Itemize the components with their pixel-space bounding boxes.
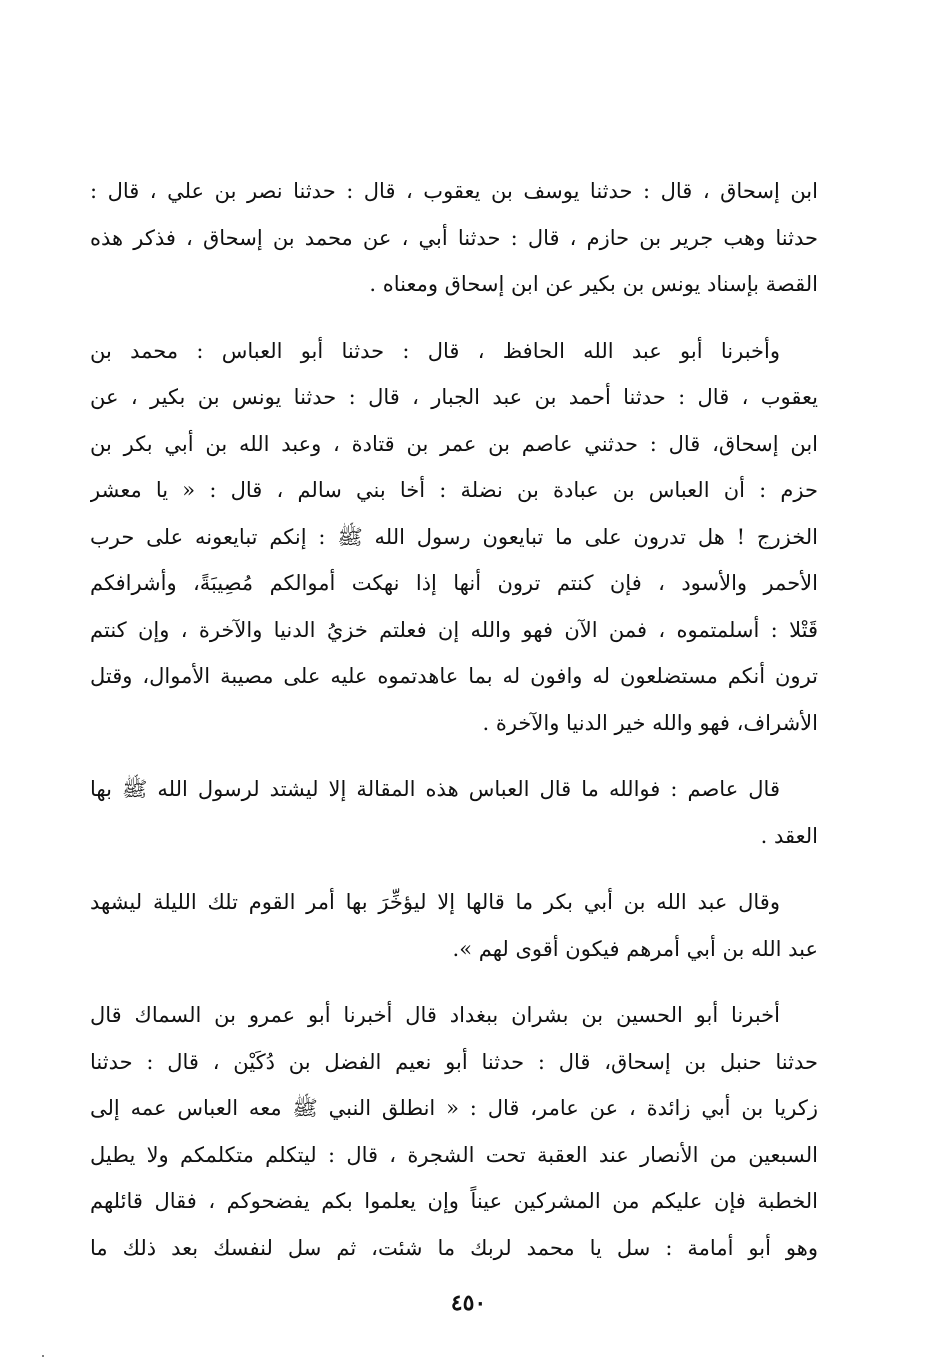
text-line: وقال عبد الله بن أبي بكر ما قالها إلا ليؤخِّرَ بها أمر القوم تلك الليلة ليشهد <box>90 890 780 914</box>
text-line: قَتْلا : أسلمتموه ، فمن الآن فهو والله إن فعلتم خزيُ الدنيا والآخرة ، وإن كنتم <box>90 617 818 642</box>
text-line: حدثنا حنبل بن إسحاق، قال : حدثنا أبو نعيم الفضل بن دُكَيْن ، قال : حدثنا <box>90 1049 818 1074</box>
paragraph-3 <box>90 766 818 859</box>
text-line: حزم : أن العباس بن عبادة بن نضلة : أخا بني سالم ، قال : « يا معشر <box>90 478 818 502</box>
page-body <box>90 168 818 1291</box>
text-line: السبعين من الأنصار عند العقبة تحت الشجرة ، قال : ليتكلم متكلمكم ولا يطيل <box>90 1142 818 1167</box>
text-line: الخزرج ! هل تدرون على ما تبايعون رسول الله ﷺ : إنكم تبايعونه على حرب <box>90 524 818 549</box>
scan-speck <box>42 1355 44 1357</box>
text-line: قال عاصم : فوالله ما قال العباس هذه المقالة إلا ليشتد لرسول الله ﷺ بها <box>90 777 780 801</box>
text-line: وأخبرنا أبو عبد الله الحافظ ، قال : حدثنا أبو العباس : محمد بن <box>90 338 780 363</box>
paragraph-1 <box>90 168 818 308</box>
paragraph-2 <box>90 328 818 747</box>
text-line: القصة بإسناد يونس بن بكير عن ابن إسحاق ومعناه . <box>369 272 818 296</box>
text-line: الأحمر والأسود ، فإن كنتم ترون أنها إذا نهكت أموالكم مُصِيبَةً، وأشرافكم <box>90 571 818 595</box>
text-line: عبد الله بن أبي أمرهم فيكون أقوى لهم ». <box>452 936 818 961</box>
text-line: ابن إسحاق، قال : حدثني عاصم بن عمر بن قتادة ، وعبد الله بن أبي بكر بن <box>90 431 818 456</box>
text-line: زكريا بن أبي زائدة ، عن عامر، قال : « انطلق النبي ﷺ معه العباس عمه إلى <box>90 1096 818 1120</box>
text-line: وهو أبو أمامة : سل يا محمد لربك ما شئت، ثم سل لنفسك بعد ذلك ما <box>90 1235 818 1260</box>
text-line: يعقوب ، قال : حدثنا أحمد بن عبد الجبار ، قال : حدثنا يونس بن بكير ، عن <box>90 385 818 409</box>
paragraph-4 <box>90 879 818 972</box>
text-line: الأشراف، فهو والله خير الدنيا والآخرة . <box>482 710 818 735</box>
text-line: ابن إسحاق ، قال : حدثنا يوسف بن يعقوب ، قال : حدثنا نصر بن علي ، قال : <box>90 179 818 203</box>
paragraph-5 <box>90 992 818 1271</box>
page-number: ٤٥٠ <box>450 1290 487 1316</box>
text-line: العقد . <box>760 823 818 848</box>
text-line: أخبرنا أبو الحسين بن بشران ببغداد قال أخبرنا أبو عمرو بن السماك قال <box>90 1003 780 1027</box>
text-line: الخطبة فإن عليكم من المشركين عيناً وإن يعلموا بكم يفضحوكم ، فقال قائلهم <box>90 1189 818 1213</box>
text-line: ترون أنكم مستضلعون له وافون له بما عاهدتموه عليه على مصيبة الأموال، وقتل <box>90 664 818 688</box>
text-line: حدثنا وهب جرير بن حازم ، قال : حدثنا أبي ، عن محمد بن إسحاق ، فذكر هذه <box>90 225 818 250</box>
